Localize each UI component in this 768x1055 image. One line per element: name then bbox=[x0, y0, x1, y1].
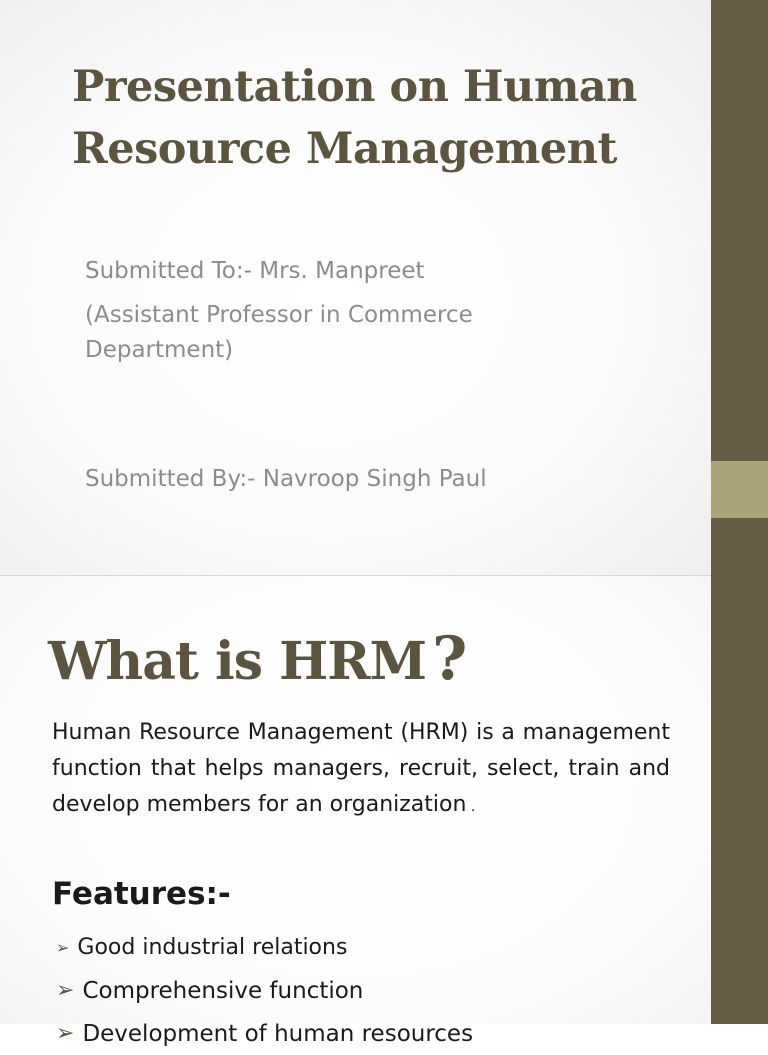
list-item-text: Development of human resources bbox=[82, 1020, 474, 1047]
list-item-text: Comprehensive function bbox=[82, 977, 364, 1004]
arrow-bullet-icon: ➢ bbox=[56, 978, 75, 1003]
submitted-by: Submitted By:- Navroop Singh Paul bbox=[85, 466, 487, 492]
slide-heading-text: What is HRM bbox=[48, 631, 427, 692]
submitted-to-designation: (Assistant Professor in Commerce Department) bbox=[85, 302, 473, 363]
arrow-bullet-icon: ➢ bbox=[56, 938, 70, 957]
list-item bbox=[56, 1012, 473, 1055]
presentation-title: Presentation on Human Resource Management bbox=[72, 62, 637, 174]
features-list bbox=[56, 926, 473, 1055]
slide-heading bbox=[48, 614, 466, 707]
hrm-definition-text: Human Resource Management (HRM) is a management function that helps managers, recruit, select, train and develop members for an organization bbox=[52, 720, 670, 817]
sidebar-accent-block bbox=[711, 461, 768, 518]
arrow-bullet-icon: ➢ bbox=[56, 1021, 75, 1046]
question-mark: ? bbox=[432, 624, 467, 694]
submitted-to: Submitted To:- Mrs. Manpreet bbox=[85, 258, 425, 284]
hrm-definition-tail: . bbox=[466, 799, 476, 815]
list-item bbox=[56, 969, 473, 1012]
list-item bbox=[56, 926, 473, 969]
hrm-definition bbox=[52, 715, 670, 825]
features-heading: Features:- bbox=[52, 876, 231, 912]
list-item-text: Good industrial relations bbox=[77, 935, 348, 960]
